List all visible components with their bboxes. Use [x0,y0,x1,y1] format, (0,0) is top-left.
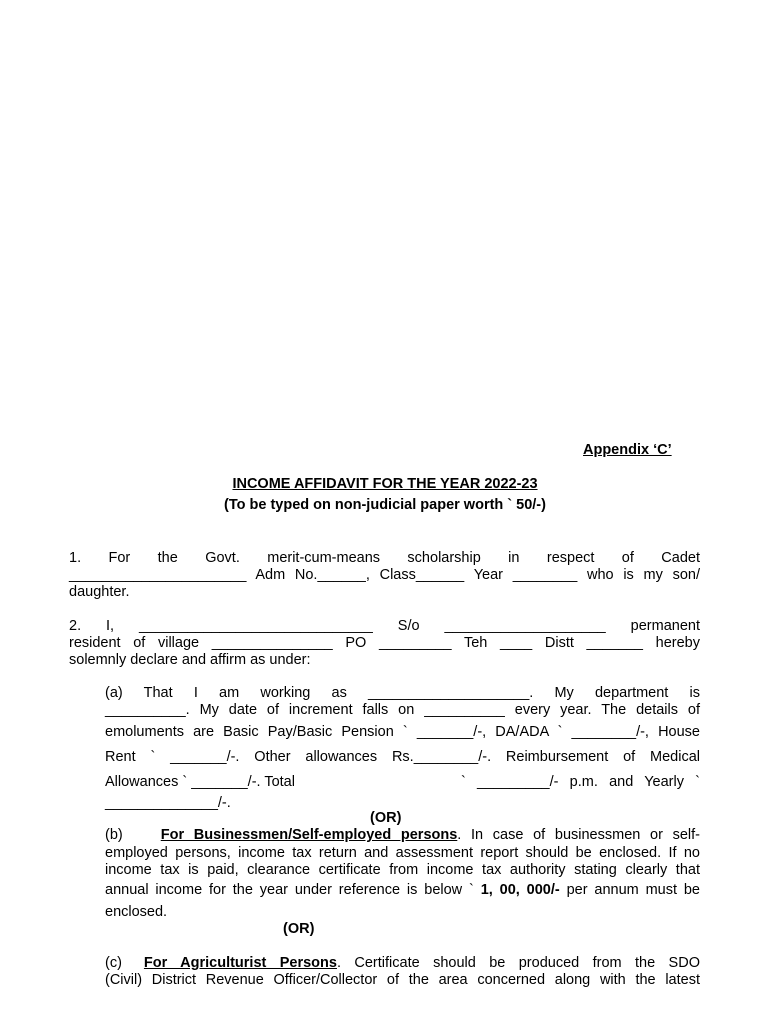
item-b-line4-pre: annual income for the year under reference is below ` [105,882,481,898]
para1-line1: 1. For the Govt. merit-cum-means scholarship in respect of Cadet [69,550,700,566]
item-c-line2: (Civil) District Revenue Officer/Collector of the area concerned along with the latest [105,972,700,988]
item-c-heading: For Agriculturist Persons [143,955,337,971]
item-b-amount: 1, 00, 000/- [480,882,560,898]
item-a-line5-left: Allowances ` _______/-. Total [105,774,295,790]
item-b-label: (b) [105,827,123,843]
item-b-heading: For Businessmen/Self-employed persons [160,827,458,843]
item-c-line1 [105,955,700,971]
para2-line2: resident of village _______________ PO _________ Teh ____ Distt _______ hereby [69,635,700,651]
item-a-line4: Rent ` _______/-. Other allowances Rs.________/-. Reimbursement of Medical [105,749,700,765]
item-b-line2: employed persons, income tax return and assessment report should be enclosed. If no [105,845,700,861]
item-a-line3: emoluments are Basic Pay/Basic Pension ` _______/-, DA/ADA ` ________/-, House [105,724,700,740]
item-b-line4-post: per annum must be [559,882,700,898]
para1-line3: daughter. [69,584,130,600]
appendix-label: Appendix ‘C’ [583,442,672,458]
para2-line1: 2. I, _____________________________ S/o ____________________ permanent [69,618,700,634]
document-subtitle: (To be typed on non-judicial paper worth ` 50/-) [224,497,546,513]
item-c-label: (c) [105,955,122,971]
item-b-line5: enclosed. [105,904,168,920]
item-b-line3: income tax is paid, clearance certificate from income tax authority stating clearly that [105,862,700,878]
or-separator-2: (OR) [283,921,315,937]
document-title: INCOME AFFIDAVIT FOR THE YEAR 2022-23 [232,476,538,492]
para2-line3: solemnly declare and affirm as under: [69,652,311,668]
item-a-line2: __________. My date of increment falls on __________ every year. The details of [105,702,700,718]
item-c-line1-rest: . Certificate should be produced from the SDO [336,955,700,971]
item-b-line4 [105,882,700,898]
item-b-line1 [105,827,700,843]
or-separator-1: (OR) [370,810,402,826]
item-a-line6: ______________/-. [105,795,231,811]
para1-line2: ______________________ Adm No.______, Class______ Year ________ who is my son/ [69,567,700,583]
item-a-line5-right: ` _________/- p.m. and Yearly ` [461,774,700,790]
item-b-line1-rest: . In case of businessmen or self- [457,827,700,843]
item-a-line1: (a) That I am working as ____________________. My department is [105,685,700,701]
